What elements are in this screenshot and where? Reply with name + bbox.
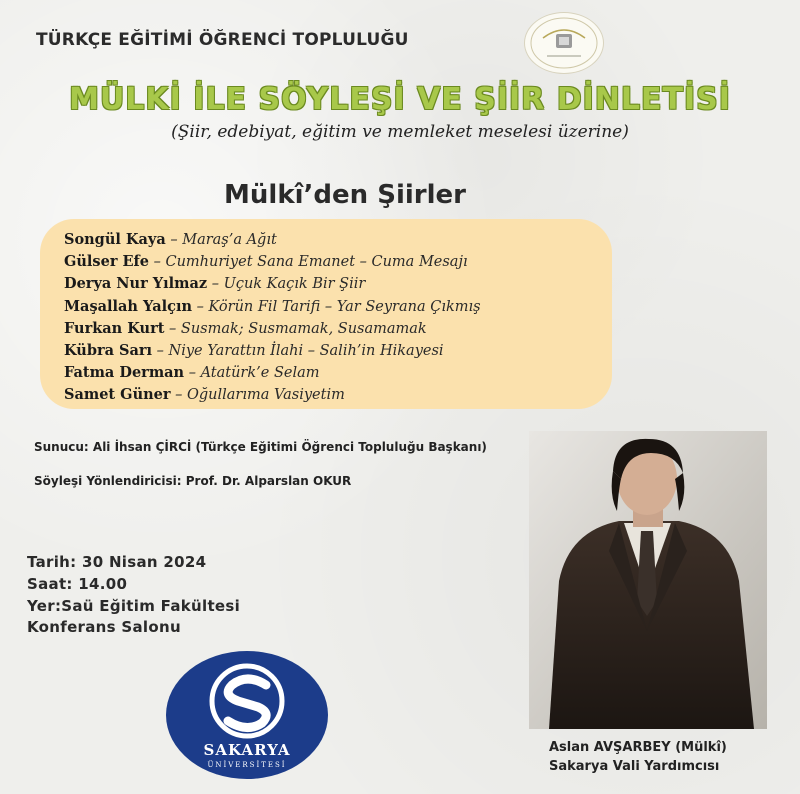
poem-reader: Gülser Efe	[64, 253, 150, 271]
club-emblem-icon	[524, 12, 604, 74]
poet-name: Aslan AVŞARBEY (Mülkî)	[549, 740, 727, 755]
event-title: MÜLKİ İLE SÖYLEŞİ VE ŞİİR DİNLETİSİ	[69, 82, 731, 117]
poem-reader: Derya Nur Yılmaz	[64, 275, 208, 293]
poem-list	[64, 229, 624, 407]
event-date: Tarih: 30 Nisan 2024	[27, 553, 207, 571]
poem-titles: Atatürk’e Selam	[200, 365, 320, 382]
poem-reader: Fatma Derman	[64, 364, 185, 382]
poem-reader: Samet Güner	[64, 386, 171, 404]
poem-row	[64, 251, 624, 273]
poem-titles: Susmak; Susmamak, Susamamak	[180, 320, 427, 337]
poem-row	[64, 318, 624, 340]
moderator-line: Söyleşi Yönlendiricisi: Prof. Dr. Alparslan OKUR	[34, 474, 352, 488]
poem-row	[64, 296, 624, 318]
poet-role: Sakarya Vali Yardımcısı	[549, 759, 720, 774]
event-subtitle: (Şiir, edebiyat, eğitim ve memleket meselesi üzerine)	[171, 122, 629, 142]
poem-row	[64, 229, 624, 251]
poem-row	[64, 362, 624, 384]
poems-heading: Mülkî’den Şiirler	[224, 180, 466, 210]
poem-titles: Niye Yarattın İlahi – Salih’in Hikayesi	[168, 343, 444, 360]
poem-titles: Cumhuriyet Sana Emanet – Cuma Mesajı	[165, 254, 468, 271]
poem-titles: Oğullarıma Vasiyetim	[186, 387, 345, 404]
poem-separator: –	[184, 365, 201, 382]
poem-separator: –	[149, 254, 166, 271]
presenter-line: Sunucu: Ali İhsan ÇİRCİ (Türkçe Eğitimi Öğrenci Topluluğu Başkanı)	[34, 440, 487, 454]
poem-titles: Maraş’a Ağıt	[182, 232, 277, 248]
event-time: Saat: 14.00	[27, 575, 128, 593]
poem-reader: Maşallah Yalçın	[64, 297, 193, 315]
sakarya-s-logo-icon	[166, 651, 328, 779]
poem-reader: Kübra Sarı	[64, 342, 153, 360]
poem-reader: Furkan Kurt	[64, 319, 165, 337]
poem-separator: –	[170, 387, 187, 404]
university-name: SAKARYA	[203, 741, 291, 759]
poet-photo	[529, 431, 767, 729]
poem-separator: –	[165, 232, 183, 248]
poem-reader: Songül Kaya	[64, 231, 166, 248]
poem-separator: –	[207, 276, 224, 293]
club-name: TÜRKÇE EĞİTİMİ ÖĞRENCİ TOPLULUĞU	[36, 30, 409, 50]
poem-row	[64, 340, 624, 362]
event-place: Yer:Saü Eğitim Fakültesi	[27, 597, 241, 615]
university-subname: ÜNİVERSİTESİ	[207, 761, 287, 769]
poem-row	[64, 384, 624, 406]
poem-titles: Uçuk Kaçık Bir Şiir	[223, 276, 366, 293]
poem-row	[64, 273, 624, 295]
poem-separator: –	[192, 298, 209, 315]
poem-separator: –	[164, 320, 181, 337]
poem-separator: –	[152, 343, 169, 360]
event-place-room: Konferans Salonu	[27, 618, 181, 636]
poem-titles: Körün Fil Tarifi – Yar Seyrana Çıkmış	[208, 298, 481, 315]
university-logo	[166, 651, 328, 779]
